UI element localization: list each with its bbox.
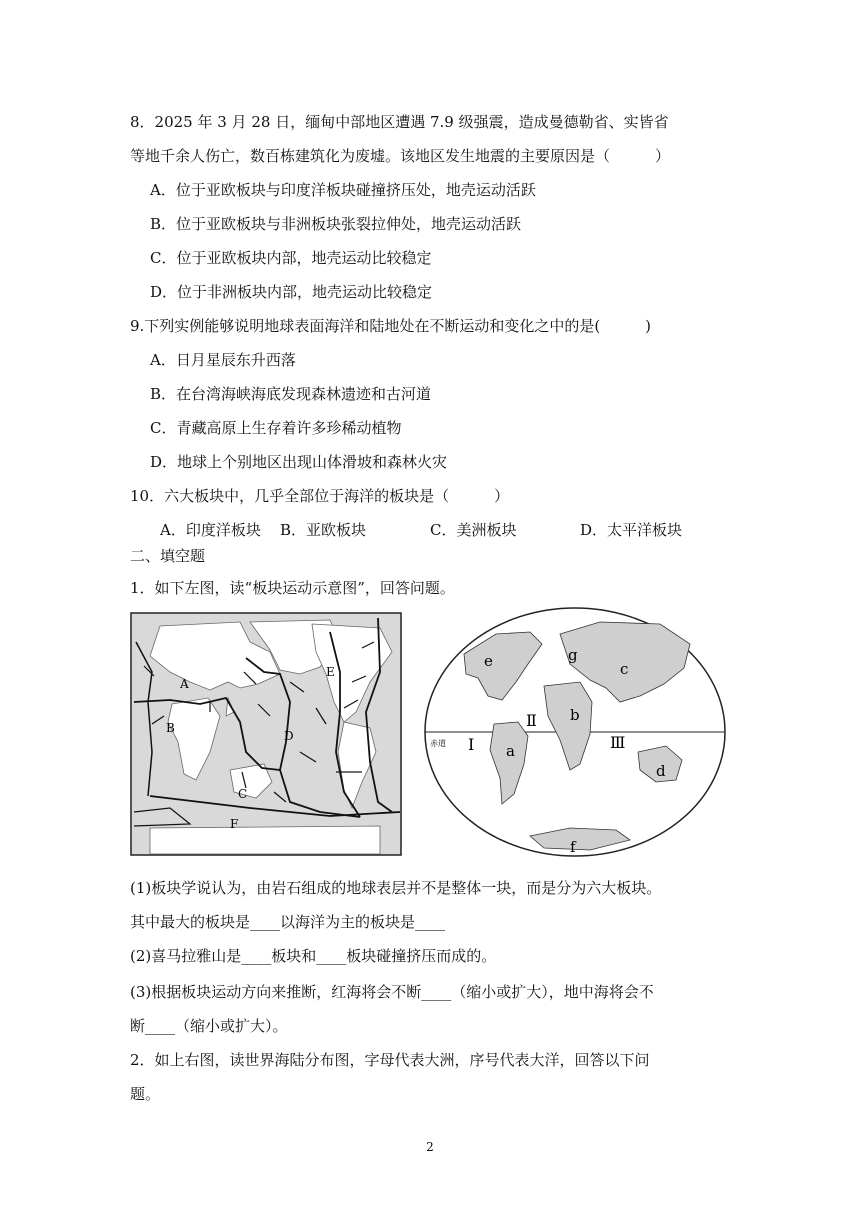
continent-label-g: g xyxy=(568,646,578,664)
q8-option-b: B．位于亚欧板块与非洲板块张裂拉伸处，地壳运动活跃 xyxy=(150,215,522,233)
q8-option-c: C．位于亚欧板块内部，地壳运动比较稳定 xyxy=(150,249,432,267)
plate-motion-map-svg xyxy=(130,612,402,856)
fq1-sub3-line2: 断____（缩小或扩大）。 xyxy=(130,1017,288,1035)
fq1-sub1-line2: 其中最大的板块是____以海洋为主的板块是____ xyxy=(130,913,446,931)
q10-option-d: D．太平洋板块 xyxy=(580,521,683,539)
world-land-sea-map xyxy=(420,604,730,860)
plate-motion-map xyxy=(130,612,402,856)
ocean-label-2: Ⅱ xyxy=(526,711,537,730)
section-title: 二、填空题 xyxy=(130,547,206,565)
plate-label-a: A xyxy=(180,677,189,691)
plate-label-f: F xyxy=(230,817,239,831)
q8-option-a: A．位于亚欧板块与印度洋板块碰撞挤压处，地壳运动活跃 xyxy=(150,181,536,199)
ocean-label-3: Ⅲ xyxy=(610,733,626,752)
antarctica-land xyxy=(150,826,380,854)
q9-option-a: A．日月星辰东升西落 xyxy=(150,351,296,369)
q8-stem-line1: 8．2025 年 3 月 28 日，缅甸中部地区遭遇 7.9 级强震，造成曼德勒省、实皆省 xyxy=(130,113,669,131)
continent-label-c: c xyxy=(620,660,629,678)
fq1-stem: 1．如下左图，读“板块运动示意图”，回答问题。 xyxy=(130,579,455,597)
fq1-sub3-line1: (3)根据板块运动方向来推断，红海将会不断____（缩小或扩大），地中海将会不 xyxy=(130,983,654,1001)
fq1-sub1-line1: (1)板块学说认为，由岩石组成的地球表层并不是整体一块，而是分为六大板块。 xyxy=(130,879,662,897)
fq1-sub2: (2)喜马拉雅山是____板块和____板块碰撞挤压而成的。 xyxy=(130,947,497,965)
plate-label-c: C xyxy=(238,787,248,801)
page-number: 2 xyxy=(426,1140,434,1154)
ocean-label-1: Ⅰ xyxy=(468,735,475,754)
world-land-sea-map-svg xyxy=(420,604,730,860)
continent-label-a: a xyxy=(506,742,515,760)
plate-label-e: E xyxy=(326,665,335,679)
q10-option-c: C．美洲板块 xyxy=(430,521,517,539)
q10-option-b: B．亚欧板块 xyxy=(280,521,367,539)
q9-option-b: B．在台湾海峡海底发现森林遗迹和古河道 xyxy=(150,385,432,403)
q8-option-d: D．位于非洲板块内部，地壳运动比较稳定 xyxy=(150,283,433,301)
plate-label-b: B xyxy=(166,721,175,735)
fq2-stem-line1: 2．如上右图，读世界海陆分布图，字母代表大洲，序号代表大洋，回答以下问 xyxy=(130,1051,650,1069)
q10-option-a: A．印度洋板块 xyxy=(160,521,261,539)
plate-label-d: D xyxy=(284,729,294,743)
equator-label: 赤道 xyxy=(430,739,446,748)
q8-stem-line2: 等地千余人伤亡，数百栋建筑化为废墟。该地区发生地震的主要原因是（ ） xyxy=(130,147,671,165)
continent-label-d: d xyxy=(656,762,666,780)
continent-label-b: b xyxy=(570,706,580,724)
continent-label-f: f xyxy=(570,838,576,856)
q10-stem: 10．六大板块中，几乎全部位于海洋的板块是（ ） xyxy=(130,487,510,505)
q9-stem: 9.下列实例能够说明地球表面海洋和陆地处在不断运动和变化之中的是( ) xyxy=(130,317,652,335)
q9-option-d: D．地球上个别地区出现山体滑坡和森林火灾 xyxy=(150,453,448,471)
q9-option-c: C．青藏高原上生存着许多珍稀动植物 xyxy=(150,419,402,437)
fq2-stem-line2: 题。 xyxy=(130,1085,161,1103)
continent-label-e: e xyxy=(484,652,493,670)
